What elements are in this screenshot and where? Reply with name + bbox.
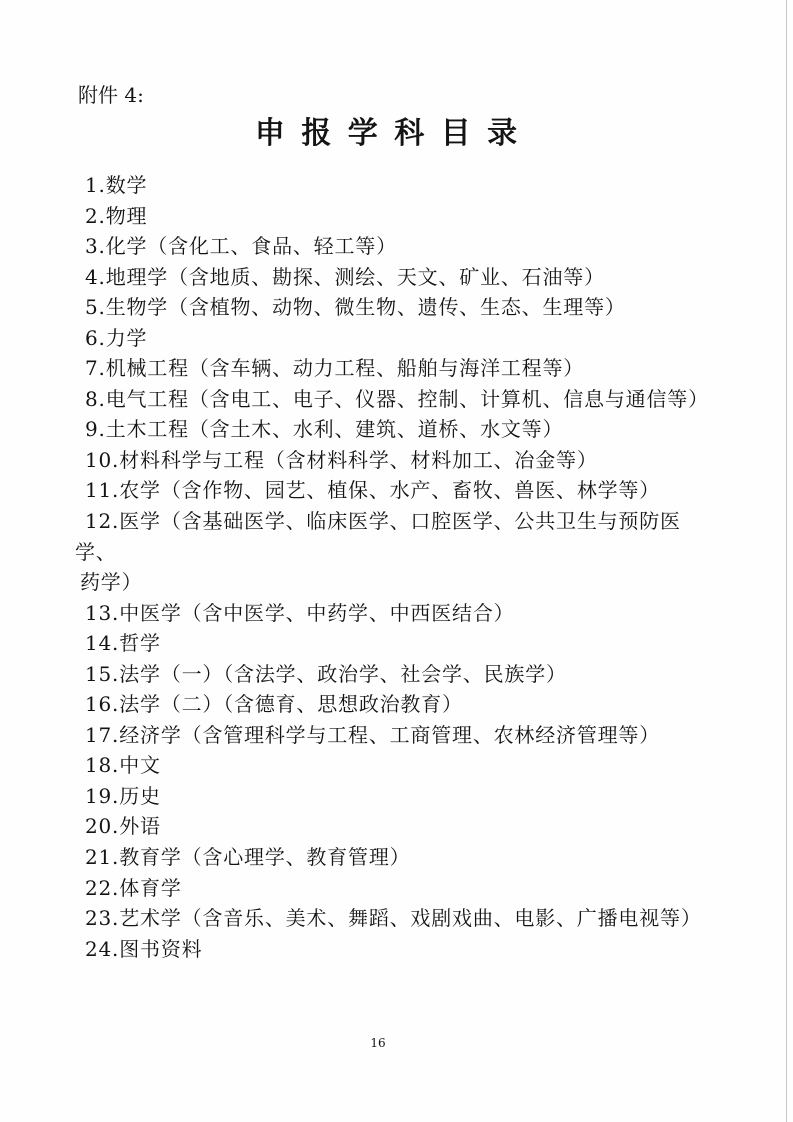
item-number: 2. [85, 203, 106, 228]
catalog-item [85, 231, 765, 262]
item-text: 哲学 [119, 631, 161, 656]
item-text: 力学 [105, 325, 148, 350]
catalog-item [85, 689, 765, 720]
catalog-item [85, 353, 765, 384]
item-number: 11. [85, 478, 120, 503]
item-text: 教育学（含心理学、教育管理） [119, 845, 411, 870]
item-number: 16. [85, 692, 120, 717]
catalog-item [85, 781, 765, 812]
scan-edge-line [786, 0, 787, 1122]
catalog-item [85, 445, 765, 476]
catalog-item [85, 598, 765, 629]
item-number: 10. [85, 447, 120, 472]
item-text: 机械工程（含车辆、动力工程、船舶与海洋工程等） [105, 356, 585, 381]
item-text: 经济学（含管理科学与工程、工商管理、农林经济管理等） [119, 722, 661, 747]
item-text: 法学（一）（含法学、政治学、社会学、民族学） [119, 661, 567, 686]
item-number: 13. [85, 600, 120, 625]
item-text: 生物学（含植物、动物、微生物、遗传、生态、生理等） [105, 295, 626, 320]
item-number: 19. [85, 783, 120, 808]
item-number: 21. [85, 845, 120, 870]
item-text: 外语 [119, 814, 161, 839]
catalog-item [85, 414, 765, 445]
item-number: 23. [85, 906, 120, 931]
catalog-item [85, 720, 765, 751]
item-text: 医学（含基础医学、临床医学、口腔医学、公共卫生与预防医 [119, 509, 681, 534]
catalog-item [85, 292, 765, 323]
catalog-item-continuation: 药学） [80, 570, 143, 595]
catalog-item [85, 659, 765, 690]
item-text: 历史 [119, 783, 161, 808]
item-number: 20. [85, 814, 120, 839]
catalog-item [85, 873, 765, 904]
item-text: 艺术学（含音乐、美术、舞蹈、戏剧戏曲、电影、广播电视等） [119, 906, 702, 931]
catalog-item [85, 750, 765, 781]
item-text: 中医学（含中医学、中药学、中西医结合） [119, 600, 515, 625]
item-number: 22. [85, 875, 120, 900]
item-text: 体育学 [119, 875, 182, 900]
item-text: 中文 [119, 753, 161, 778]
item-number: 8. [85, 386, 106, 411]
item-text: 材料科学与工程（含材料科学、材料加工、冶金等） [119, 447, 598, 472]
item-text: 农学（含作物、园艺、植保、水产、畜牧、兽医、林学等） [119, 478, 661, 503]
item-number: 17. [85, 722, 120, 747]
item-number: 15. [85, 661, 120, 686]
catalog-item [85, 842, 765, 873]
item-number: 7. [85, 356, 106, 381]
item-text: 地理学（含地质、勘探、测绘、天文、矿业、石油等） [105, 264, 605, 289]
item-text: 图书资料 [119, 936, 203, 961]
item-text: 数学 [105, 173, 148, 197]
catalog-item [85, 934, 765, 965]
catalog-item-continuation: 学、 [75, 539, 117, 564]
page-title: 申 报 学 科 目 录 [254, 116, 521, 151]
attachment-label: 附件 4: [78, 83, 144, 107]
item-number: 24. [85, 936, 120, 961]
catalog-item [85, 323, 765, 354]
item-number: 4. [85, 264, 106, 289]
catalog-item [85, 384, 765, 415]
catalog-item [85, 170, 765, 201]
subject-catalog-list [75, 170, 765, 964]
item-number: 1. [85, 173, 106, 197]
catalog-item [85, 262, 765, 293]
item-number: 14. [85, 631, 120, 656]
item-number: 12. [85, 509, 120, 534]
item-text: 法学（二）（含德育、思想政治教育） [119, 692, 463, 717]
catalog-item [85, 475, 765, 506]
page-number: 16 [370, 1036, 386, 1050]
catalog-item [85, 506, 765, 537]
catalog-item [85, 628, 765, 659]
item-number: 6. [85, 325, 106, 350]
item-text: 土木工程（含土木、水利、建筑、道桥、水文等） [105, 417, 564, 442]
item-number: 3. [85, 234, 106, 259]
item-number: 9. [85, 417, 106, 442]
item-text: 化学（含化工、食品、轻工等） [105, 234, 397, 259]
item-number: 5. [85, 295, 106, 320]
catalog-item [85, 903, 765, 934]
catalog-item [85, 201, 765, 232]
item-text: 物理 [105, 203, 148, 228]
item-number: 18. [85, 753, 120, 778]
item-text: 电气工程（含电工、电子、仪器、控制、计算机、信息与通信等） [105, 386, 709, 411]
catalog-item [85, 811, 765, 842]
